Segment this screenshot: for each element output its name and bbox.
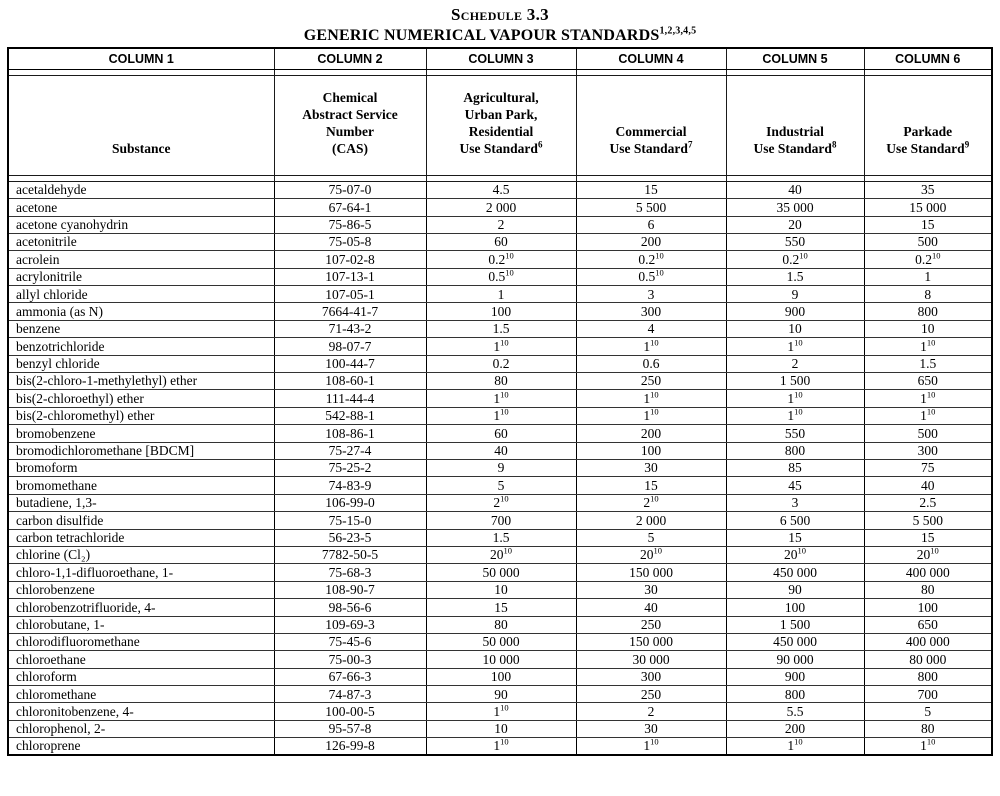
substance-cell: bromobenzene bbox=[8, 425, 274, 442]
table-row bbox=[8, 199, 992, 216]
standard-value-cell: 900 bbox=[726, 303, 864, 320]
substance-cell: bis(2-chloro-1-methylethyl) ether bbox=[8, 373, 274, 390]
standard-value-cell: 8 bbox=[864, 286, 992, 303]
standard-value-cell: 150 000 bbox=[576, 564, 726, 581]
cas-number-cell: 75-15-0 bbox=[274, 512, 426, 529]
standard-value-cell: 15 bbox=[576, 477, 726, 494]
table-row bbox=[8, 703, 992, 720]
standard-value-cell: 1 500 bbox=[726, 616, 864, 633]
cas-number-cell: 7782-50-5 bbox=[274, 546, 426, 563]
table-row bbox=[8, 581, 992, 598]
standard-value-cell: $20^{10}$ bbox=[426, 546, 576, 563]
standard-value-cell: 5 500 bbox=[864, 512, 992, 529]
standard-value-cell: 40 bbox=[726, 181, 864, 198]
cas-number-cell: 100-44-7 bbox=[274, 355, 426, 372]
standard-value-cell: $1^{10}$ bbox=[726, 407, 864, 424]
sub-header: Commercial Use Standard$^7$ bbox=[576, 75, 726, 175]
standard-value-cell: 550 bbox=[726, 233, 864, 250]
substance-cell: acrylonitrile bbox=[8, 268, 274, 285]
standard-value-cell: $1^{10}$ bbox=[576, 407, 726, 424]
substance-cell: butadiene, 1,3- bbox=[8, 494, 274, 511]
cas-number-cell: 74-83-9 bbox=[274, 477, 426, 494]
substance-cell: benzene bbox=[8, 320, 274, 337]
substance-cell: chlorobutane, 1- bbox=[8, 616, 274, 633]
substance-cell: bromoform bbox=[8, 460, 274, 477]
standard-value-cell: $20^{10}$ bbox=[576, 546, 726, 563]
substance-cell: chloroprene bbox=[8, 738, 274, 755]
substance-cell: carbon tetrachloride bbox=[8, 529, 274, 546]
table-row bbox=[8, 633, 992, 650]
substance-cell: bromomethane bbox=[8, 477, 274, 494]
column-header: COLUMN 1 bbox=[8, 48, 274, 69]
substance-cell: bis(2-chloroethyl) ether bbox=[8, 390, 274, 407]
cas-number-cell: 542-88-1 bbox=[274, 407, 426, 424]
standard-value-cell: 60 bbox=[426, 425, 576, 442]
standard-value-cell: 10 000 bbox=[426, 651, 576, 668]
standard-value-cell: 100 bbox=[864, 599, 992, 616]
cas-number-cell: 75-86-5 bbox=[274, 216, 426, 233]
standard-value-cell: 0.6 bbox=[576, 355, 726, 372]
table-row bbox=[8, 390, 992, 407]
column-header-row bbox=[8, 48, 992, 69]
substance-cell: bromodichloromethane [BDCM] bbox=[8, 442, 274, 459]
substance-cell: bis(2-chloromethyl) ether bbox=[8, 407, 274, 424]
cas-number-cell: 100-00-5 bbox=[274, 703, 426, 720]
sub-header: Substance bbox=[8, 75, 274, 175]
standard-value-cell: $0.2^{10}$ bbox=[576, 251, 726, 268]
table-row bbox=[8, 738, 992, 755]
standard-value-cell: 80 bbox=[864, 720, 992, 737]
substance-cell: acetaldehyde bbox=[8, 181, 274, 198]
table-row bbox=[8, 373, 992, 390]
cas-number-cell: 75-45-6 bbox=[274, 633, 426, 650]
standard-value-cell: $1^{10}$ bbox=[864, 390, 992, 407]
standard-value-cell: 250 bbox=[576, 686, 726, 703]
standard-value-cell: 100 bbox=[426, 303, 576, 320]
substance-cell: chloroform bbox=[8, 668, 274, 685]
standard-value-cell: $2^{10}$ bbox=[426, 494, 576, 511]
standard-value-cell: 250 bbox=[576, 373, 726, 390]
standard-value-cell: 800 bbox=[864, 668, 992, 685]
standard-value-cell: 100 bbox=[576, 442, 726, 459]
substance-cell: benzyl chloride bbox=[8, 355, 274, 372]
cas-number-cell: 75-25-2 bbox=[274, 460, 426, 477]
table-row bbox=[8, 651, 992, 668]
cas-number-cell: 75-05-8 bbox=[274, 233, 426, 250]
substance-cell: acetone bbox=[8, 199, 274, 216]
standard-value-cell: 35 000 bbox=[726, 199, 864, 216]
cas-number-cell: 7664-41-7 bbox=[274, 303, 426, 320]
substance-cell: chlorophenol, 2- bbox=[8, 720, 274, 737]
table-body bbox=[8, 181, 992, 755]
standard-value-cell: 0.2 bbox=[426, 355, 576, 372]
standard-value-cell: $1^{10}$ bbox=[864, 407, 992, 424]
standard-value-cell: 2 000 bbox=[426, 199, 576, 216]
standard-value-cell: $1^{10}$ bbox=[726, 390, 864, 407]
standard-value-cell: 60 bbox=[426, 233, 576, 250]
cas-number-cell: 98-07-7 bbox=[274, 338, 426, 355]
standard-value-cell: $1^{10}$ bbox=[426, 407, 576, 424]
table-row bbox=[8, 233, 992, 250]
cas-number-cell: 75-68-3 bbox=[274, 564, 426, 581]
cas-number-cell: 107-13-1 bbox=[274, 268, 426, 285]
standard-value-cell: $1^{10}$ bbox=[726, 338, 864, 355]
standard-value-cell: $0.5^{10}$ bbox=[576, 268, 726, 285]
standard-value-cell: 5 bbox=[426, 477, 576, 494]
substance-cell: benzotrichloride bbox=[8, 338, 274, 355]
table-row bbox=[8, 512, 992, 529]
standard-value-cell: 85 bbox=[726, 460, 864, 477]
table-row bbox=[8, 216, 992, 233]
document-title-block bbox=[0, 5, 1000, 45]
standard-value-cell: 90 bbox=[426, 686, 576, 703]
standard-value-cell: 75 bbox=[864, 460, 992, 477]
subtitle-text: GENERIC NUMERICAL VAPOUR STANDARDS bbox=[303, 26, 660, 44]
standard-value-cell: $1^{10}$ bbox=[864, 338, 992, 355]
standard-value-cell: $1^{10}$ bbox=[426, 338, 576, 355]
standard-value-cell: 80 bbox=[426, 373, 576, 390]
standard-value-cell: $0.5^{10}$ bbox=[426, 268, 576, 285]
vapour-standards-table bbox=[7, 47, 993, 756]
table-row bbox=[8, 720, 992, 737]
table-row bbox=[8, 320, 992, 337]
table-row bbox=[8, 303, 992, 320]
cas-number-cell: 67-64-1 bbox=[274, 199, 426, 216]
schedule-title-text: Schedule 3.3 bbox=[451, 5, 549, 24]
standard-value-cell: 10 bbox=[426, 581, 576, 598]
cas-number-cell: 111-44-4 bbox=[274, 390, 426, 407]
substance-cell: chloromethane bbox=[8, 686, 274, 703]
standard-value-cell: $0.2^{10}$ bbox=[726, 251, 864, 268]
standard-value-cell: 100 bbox=[726, 599, 864, 616]
cas-number-cell: 67-66-3 bbox=[274, 668, 426, 685]
table-row bbox=[8, 616, 992, 633]
standard-value-cell: 100 bbox=[426, 668, 576, 685]
cas-number-cell: 75-00-3 bbox=[274, 651, 426, 668]
standard-value-cell: $1^{10}$ bbox=[726, 738, 864, 755]
standard-value-cell: 10 bbox=[864, 320, 992, 337]
standard-value-cell: 40 bbox=[576, 599, 726, 616]
table-row bbox=[8, 668, 992, 685]
cas-number-cell: 126-99-8 bbox=[274, 738, 426, 755]
standard-value-cell: 800 bbox=[726, 442, 864, 459]
standard-value-cell: 500 bbox=[864, 425, 992, 442]
standard-value-cell: 5 bbox=[864, 703, 992, 720]
cas-number-cell: 109-69-3 bbox=[274, 616, 426, 633]
standard-value-cell: 900 bbox=[726, 668, 864, 685]
table-row bbox=[8, 355, 992, 372]
standard-value-cell: $1^{10}$ bbox=[426, 703, 576, 720]
standard-value-cell: 1.5 bbox=[426, 529, 576, 546]
substance-cell: acrolein bbox=[8, 251, 274, 268]
cas-number-cell: 71-43-2 bbox=[274, 320, 426, 337]
substance-cell: chlorodifluoromethane bbox=[8, 633, 274, 650]
standard-value-cell: 700 bbox=[864, 686, 992, 703]
standard-value-cell: 5 500 bbox=[576, 199, 726, 216]
substance-cell: chloronitobenzene, 4- bbox=[8, 703, 274, 720]
standard-value-cell: 90 bbox=[726, 581, 864, 598]
cas-number-cell: 56-23-5 bbox=[274, 529, 426, 546]
standard-value-cell: 3 bbox=[576, 286, 726, 303]
table-row bbox=[8, 407, 992, 424]
standard-value-cell: 50 000 bbox=[426, 633, 576, 650]
standard-value-cell: $1^{10}$ bbox=[576, 390, 726, 407]
standard-value-cell: 15 bbox=[864, 216, 992, 233]
column-header: COLUMN 3 bbox=[426, 48, 576, 69]
standard-value-cell: $1^{10}$ bbox=[426, 738, 576, 755]
standard-value-cell: 400 000 bbox=[864, 564, 992, 581]
table-row bbox=[8, 286, 992, 303]
table-row bbox=[8, 181, 992, 198]
standard-value-cell: 15 bbox=[576, 181, 726, 198]
standard-value-cell: 150 000 bbox=[576, 633, 726, 650]
substance-cell: chlorine (Cl₂) bbox=[8, 546, 274, 563]
standard-value-cell: 500 bbox=[864, 233, 992, 250]
substance-cell: acetonitrile bbox=[8, 233, 274, 250]
cas-number-cell: 74-87-3 bbox=[274, 686, 426, 703]
table-row bbox=[8, 529, 992, 546]
table-row bbox=[8, 477, 992, 494]
standard-value-cell: $1^{10}$ bbox=[864, 738, 992, 755]
standard-value-cell: 800 bbox=[726, 686, 864, 703]
table-row bbox=[8, 494, 992, 511]
standard-value-cell: 800 bbox=[864, 303, 992, 320]
substance-cell: chloroethane bbox=[8, 651, 274, 668]
standard-value-cell: 450 000 bbox=[726, 564, 864, 581]
column-header: COLUMN 5 bbox=[726, 48, 864, 69]
standard-value-cell: 30 bbox=[576, 720, 726, 737]
standard-value-cell: 700 bbox=[426, 512, 576, 529]
standard-value-cell: $20^{10}$ bbox=[726, 546, 864, 563]
standard-value-cell: $20^{10}$ bbox=[864, 546, 992, 563]
standard-value-cell: 200 bbox=[576, 233, 726, 250]
standard-value-cell: 15 bbox=[726, 529, 864, 546]
standard-value-cell: 30 000 bbox=[576, 651, 726, 668]
standard-value-cell: 200 bbox=[726, 720, 864, 737]
sub-header: Chemical Abstract Service Number (CAS) bbox=[274, 75, 426, 175]
standard-value-cell: $1^{10}$ bbox=[576, 738, 726, 755]
standard-value-cell: 6 bbox=[576, 216, 726, 233]
standard-value-cell: 2 bbox=[576, 703, 726, 720]
cas-number-cell: 106-99-0 bbox=[274, 494, 426, 511]
standard-value-cell: 250 bbox=[576, 616, 726, 633]
table-row bbox=[8, 442, 992, 459]
standard-value-cell: 15 bbox=[864, 529, 992, 546]
title-footnote-refs: 1,2,3,4,5 bbox=[659, 25, 697, 37]
table-row bbox=[8, 268, 992, 285]
table-row bbox=[8, 686, 992, 703]
standard-value-cell: 1 bbox=[426, 286, 576, 303]
standard-value-cell: 20 bbox=[726, 216, 864, 233]
standard-value-cell: 10 bbox=[426, 720, 576, 737]
cas-number-cell: 108-90-7 bbox=[274, 581, 426, 598]
standard-value-cell: 2.5 bbox=[864, 494, 992, 511]
standard-value-cell: 5.5 bbox=[726, 703, 864, 720]
cas-number-cell: 107-02-8 bbox=[274, 251, 426, 268]
standard-value-cell: 1.5 bbox=[864, 355, 992, 372]
standard-value-cell: 300 bbox=[576, 668, 726, 685]
standard-value-cell: 10 bbox=[726, 320, 864, 337]
standard-value-cell: 35 bbox=[864, 181, 992, 198]
table-row bbox=[8, 564, 992, 581]
table-header bbox=[8, 48, 992, 181]
cas-number-cell: 75-07-0 bbox=[274, 181, 426, 198]
column-header: COLUMN 4 bbox=[576, 48, 726, 69]
table-row bbox=[8, 338, 992, 355]
standard-value-cell: 4 bbox=[576, 320, 726, 337]
table-row bbox=[8, 425, 992, 442]
sub-header: Agricultural, Urban Park, Residential Use Standard$^6$ bbox=[426, 75, 576, 175]
standard-value-cell: 1 bbox=[864, 268, 992, 285]
standard-value-cell: 9 bbox=[726, 286, 864, 303]
standard-value-cell: 5 bbox=[576, 529, 726, 546]
document-subtitle bbox=[0, 26, 1000, 46]
table-row bbox=[8, 546, 992, 563]
standard-value-cell: 80 000 bbox=[864, 651, 992, 668]
standard-value-cell: 450 000 bbox=[726, 633, 864, 650]
column-header: COLUMN 2 bbox=[274, 48, 426, 69]
standard-value-cell: $0.2^{10}$ bbox=[864, 251, 992, 268]
substance-cell: acetone cyanohydrin bbox=[8, 216, 274, 233]
table-row bbox=[8, 599, 992, 616]
cas-number-cell: 108-60-1 bbox=[274, 373, 426, 390]
standard-value-cell: 550 bbox=[726, 425, 864, 442]
standard-value-cell: 2 bbox=[726, 355, 864, 372]
schedule-title bbox=[0, 5, 1000, 26]
sub-header: Industrial Use Standard$^8$ bbox=[726, 75, 864, 175]
standard-value-cell: 15 bbox=[426, 599, 576, 616]
substance-cell: chlorobenzotrifluoride, 4- bbox=[8, 599, 274, 616]
standard-value-cell: 650 bbox=[864, 616, 992, 633]
standard-value-cell: 40 bbox=[426, 442, 576, 459]
standard-value-cell: 15 000 bbox=[864, 199, 992, 216]
table-row bbox=[8, 460, 992, 477]
substance-cell: ammonia (as N) bbox=[8, 303, 274, 320]
sub-header-row bbox=[8, 75, 992, 175]
substance-cell: chlorobenzene bbox=[8, 581, 274, 598]
standard-value-cell: 400 000 bbox=[864, 633, 992, 650]
standard-value-cell: 2 000 bbox=[576, 512, 726, 529]
standard-value-cell: 300 bbox=[864, 442, 992, 459]
standard-value-cell: 50 000 bbox=[426, 564, 576, 581]
standard-value-cell: $2^{10}$ bbox=[576, 494, 726, 511]
standard-value-cell: 1 500 bbox=[726, 373, 864, 390]
cas-number-cell: 95-57-8 bbox=[274, 720, 426, 737]
standard-value-cell: 40 bbox=[864, 477, 992, 494]
cas-number-cell: 108-86-1 bbox=[274, 425, 426, 442]
standard-value-cell: $1^{10}$ bbox=[426, 390, 576, 407]
substance-cell: carbon disulfide bbox=[8, 512, 274, 529]
cas-number-cell: 98-56-6 bbox=[274, 599, 426, 616]
standard-value-cell: 3 bbox=[726, 494, 864, 511]
standard-value-cell: 45 bbox=[726, 477, 864, 494]
column-header: COLUMN 6 bbox=[864, 48, 992, 69]
substance-cell: chloro-1,1-difluoroethane, 1- bbox=[8, 564, 274, 581]
standard-value-cell: $0.2^{10}$ bbox=[426, 251, 576, 268]
standard-value-cell: 80 bbox=[864, 581, 992, 598]
standard-value-cell: 650 bbox=[864, 373, 992, 390]
standard-value-cell: 4.5 bbox=[426, 181, 576, 198]
standard-value-cell: 1.5 bbox=[426, 320, 576, 337]
standard-value-cell: 2 bbox=[426, 216, 576, 233]
substance-cell: allyl chloride bbox=[8, 286, 274, 303]
cas-number-cell: 75-27-4 bbox=[274, 442, 426, 459]
sub-header: Parkade Use Standard$^9$ bbox=[864, 75, 992, 175]
standard-value-cell: $1^{10}$ bbox=[576, 338, 726, 355]
standard-value-cell: 80 bbox=[426, 616, 576, 633]
standard-value-cell: 1.5 bbox=[726, 268, 864, 285]
standard-value-cell: 90 000 bbox=[726, 651, 864, 668]
cas-number-cell: 107-05-1 bbox=[274, 286, 426, 303]
standard-value-cell: 300 bbox=[576, 303, 726, 320]
standard-value-cell: 30 bbox=[576, 581, 726, 598]
standard-value-cell: 9 bbox=[426, 460, 576, 477]
table-row bbox=[8, 251, 992, 268]
standard-value-cell: 6 500 bbox=[726, 512, 864, 529]
standard-value-cell: 30 bbox=[576, 460, 726, 477]
standard-value-cell: 200 bbox=[576, 425, 726, 442]
